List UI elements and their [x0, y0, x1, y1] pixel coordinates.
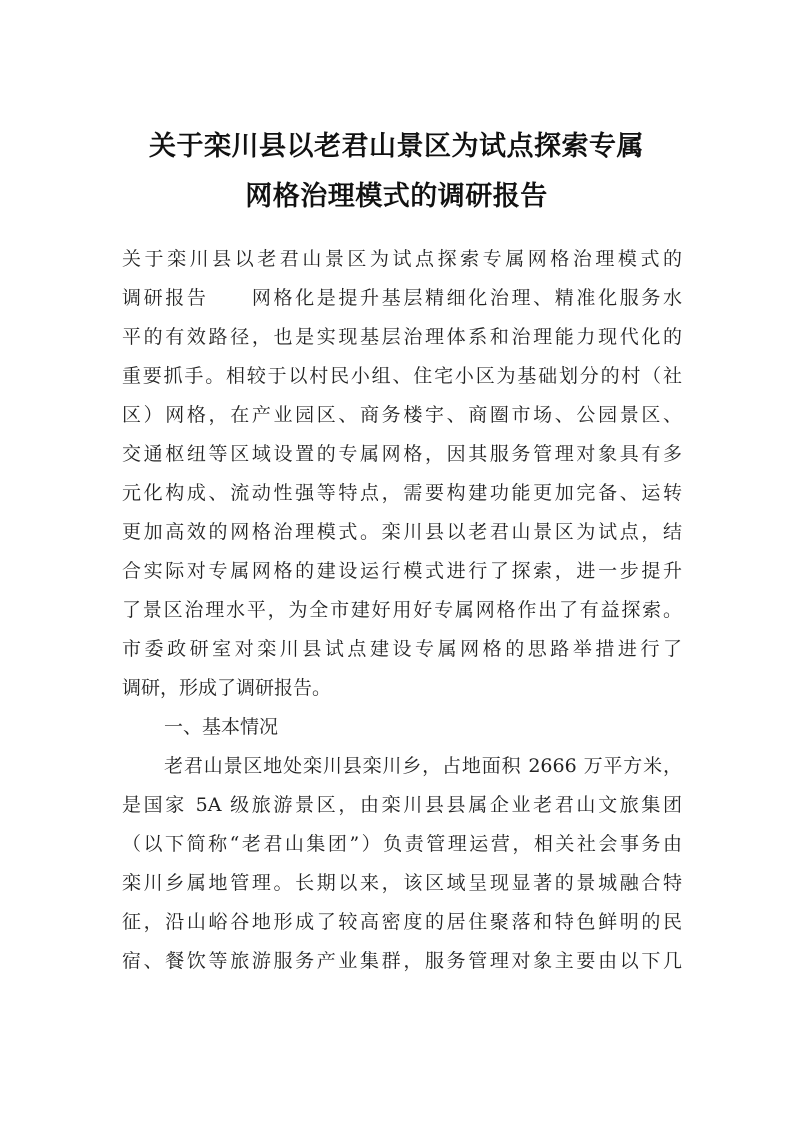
- body-line: 区）网格，在产业园区、商务楼宇、商圈市场、公园景区、: [122, 404, 682, 426]
- document-title-line-2: 网格治理模式的调研报告: [245, 181, 548, 212]
- document-body: [122, 244, 682, 985]
- body-line: 老君山景区地处栾川县栾川乡，占地面积 2666 万平方米，: [164, 755, 682, 777]
- body-line: 调研，形成了调研报告。: [122, 677, 332, 699]
- body-line: 平的有效路径，也是实现基层治理体系和治理能力现代化的: [122, 326, 682, 348]
- body-line: 重要抓手。相较于以村民小组、住宅小区为基础划分的村（社: [122, 365, 682, 387]
- document-title-line-1: 关于栾川县以老君山景区为试点探索专属: [149, 131, 644, 162]
- section-heading: 一、基本情况: [164, 716, 279, 738]
- body-line: 合实际对专属网格的建设运行模式进行了探索，进一步提升: [122, 560, 682, 582]
- body-line: 关于栾川县以老君山景区为试点探索专属网格治理模式的: [122, 248, 682, 270]
- body-line: 征，沿山峪谷地形成了较高密度的居住聚落和特色鲜明的民: [122, 911, 682, 933]
- body-line: 调研报告 网格化是提升基层精细化治理、精准化服务水: [122, 287, 682, 309]
- body-line: 栾川乡属地管理。长期以来，该区域呈现显著的景城融合特: [122, 872, 682, 894]
- body-line: 宿、餐饮等旅游服务产业集群，服务管理对象主要由以下几: [122, 950, 682, 972]
- body-line: 了景区治理水平，为全市建好用好专属网格作出了有益探索。: [122, 599, 682, 621]
- body-line: 更加高效的网格治理模式。栾川县以老君山景区为试点，结: [122, 521, 682, 543]
- body-line: 交通枢纽等区域设置的专属网格，因其服务管理对象具有多: [122, 443, 682, 465]
- body-line: 是国家 5A 级旅游景区，由栾川县县属企业老君山文旅集团: [122, 794, 682, 816]
- body-line: 市委政研室对栾川县试点建设专属网格的思路举措进行了: [122, 638, 682, 660]
- body-line: 元化构成、流动性强等特点，需要构建功能更加完备、运转: [122, 482, 682, 504]
- body-line: （以下简称“老君山集团”）负责管理运营，相关社会事务由: [122, 833, 682, 855]
